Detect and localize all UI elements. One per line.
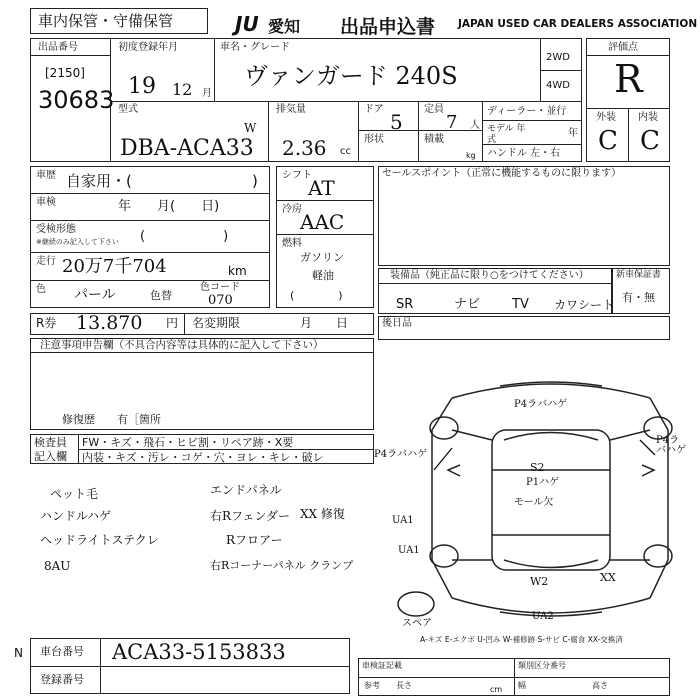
- displacement-value: 2.36: [282, 136, 327, 160]
- mark-ua2: UA2: [532, 611, 554, 622]
- reg-month: 12: [172, 80, 193, 99]
- displacement-unit: cc: [340, 146, 351, 157]
- mark-s2: S2: [530, 461, 545, 474]
- type-label: 型式: [118, 104, 138, 115]
- recycle-label: R券: [36, 316, 57, 330]
- door-value: 5: [390, 110, 403, 134]
- reg-month-unit: 月: [202, 88, 212, 99]
- inspector-row-1: FW・キズ・飛石・ヒビ割・リペア跡・X要: [82, 436, 294, 449]
- type-suffix: W: [244, 121, 257, 135]
- lot-label: 出品番号: [38, 42, 78, 53]
- mark-p4-left: P4ラバハゲ: [374, 449, 428, 460]
- shift-value: AT: [308, 176, 335, 200]
- after-items-label: 後日品: [382, 318, 412, 329]
- mileage-unit: km: [228, 264, 247, 278]
- car-history-label: 車歴: [36, 170, 56, 181]
- capacity-unit: 人: [470, 120, 480, 131]
- model-label: 車名・グレード: [220, 42, 290, 53]
- lot-small: [2150]: [45, 66, 85, 80]
- chassis-label: 車台番号: [40, 645, 84, 658]
- mark-w2: W2: [530, 575, 549, 588]
- fuel-label: 燃料: [282, 238, 302, 249]
- storage-label: 車内保管・守備保管: [38, 12, 174, 30]
- reg-label: 初度登録年月: [118, 42, 178, 53]
- rating-label: 評価点: [608, 42, 638, 53]
- width-label: 幅: [518, 681, 526, 690]
- mark-p4-top: P4ラバハゲ: [514, 399, 568, 410]
- receipt-note: ※継続のみ記入して下さい: [36, 238, 119, 246]
- fuel-diesel: 軽油: [312, 269, 334, 282]
- reference-label: 参考: [364, 681, 380, 690]
- receipt-paren: ( ): [140, 229, 229, 244]
- kg-unit: kg: [466, 151, 476, 160]
- model-name: ヴァンガード 240S: [244, 62, 458, 90]
- length-unit: cm: [490, 685, 503, 694]
- note-xx: XX 修復: [300, 507, 345, 521]
- car-history-value: 自家用・(: [66, 172, 132, 190]
- note-right-4: 右Rコーナーパネル クランプ: [210, 559, 354, 572]
- diagram-legend: A-キズ E-エクボ U-凹み W-補修跡 S-サビ C-腐食 XX-交換済: [420, 635, 623, 644]
- sales-point-label: セールスポイント（正常に機能するものに限ります）: [382, 168, 622, 179]
- loading-label: 積載: [424, 134, 444, 145]
- color-change-label: 色替: [150, 289, 172, 302]
- note-left-3: ヘッドライトステクレ: [40, 533, 159, 547]
- height-label: 高さ: [592, 681, 608, 690]
- color-value: パール: [74, 287, 116, 303]
- handle-label: ハンドル 左・右: [487, 148, 561, 159]
- cat-label: 類別区分番号: [518, 661, 566, 670]
- equip-item-sr: SR: [396, 297, 414, 312]
- mileage-label: 走行: [36, 256, 56, 267]
- car-history-close: ): [252, 172, 258, 190]
- ju-logo: JU: [235, 12, 259, 36]
- warranty-label: 新車保証書: [616, 270, 662, 280]
- transfer-value: 月 日: [300, 316, 349, 330]
- rating-value: R: [614, 57, 643, 101]
- dealer-label: ディーラー・並行: [487, 106, 567, 117]
- chassis-line: [30, 666, 350, 667]
- door-label: ドア: [364, 104, 384, 115]
- shift-label: シフト: [282, 170, 312, 181]
- shape-label: 形状: [364, 134, 384, 145]
- fuel-paren: ( ): [290, 289, 343, 302]
- form-subtitle: JAPAN USED CAR DEALERS ASSOCIATION: [458, 18, 698, 30]
- recycle-unit: 円: [166, 316, 179, 330]
- drive-4wd: 4WD: [546, 80, 570, 91]
- note-left-2: ハンドルハゲ: [40, 509, 112, 523]
- spare-label: スペア: [402, 618, 432, 629]
- note-right-2: 右Rフェンダー: [210, 509, 290, 523]
- displacement-label: 排気量: [276, 104, 306, 115]
- exterior-label: 外装: [596, 112, 616, 123]
- repair-label: 修復歴 有［箇所: [62, 413, 161, 426]
- recycle-value: 13.870: [76, 312, 143, 334]
- inspection-label: 車検: [36, 197, 56, 208]
- equip-item-leather: カワシート: [554, 298, 615, 312]
- note-left-1: ペット毛: [50, 487, 99, 501]
- note-right-1: エンドパネル: [210, 483, 282, 497]
- length-label: 長さ: [396, 681, 412, 690]
- ac-value: AAC: [300, 210, 345, 234]
- lot-number: 30683: [38, 86, 115, 114]
- equip-item-navi: ナビ: [454, 297, 481, 312]
- interior-value: C: [640, 126, 660, 156]
- form-title: 出品申込書: [340, 16, 436, 38]
- mark-mole: モール欠: [514, 497, 554, 508]
- exterior-value: C: [598, 126, 618, 156]
- fuel-gas: ガソリン: [300, 251, 344, 264]
- inspector-row-2: 内装・キズ・汚レ・コゲ・穴・ヨレ・キレ・破レ: [82, 451, 324, 464]
- inspector-label-1: 検査員: [34, 436, 67, 449]
- color-code-value: 070: [208, 293, 233, 308]
- equip-item-tv: TV: [512, 297, 529, 312]
- warranty-value: 有・無: [622, 291, 655, 304]
- mileage-value: 20万7千704: [62, 256, 167, 277]
- note-left-4: 8AU: [44, 559, 71, 573]
- inspector-label-2: 記入欄: [34, 450, 67, 463]
- chassis-value: ACA33-5153833: [112, 640, 286, 664]
- inspection-value: 年 月( 日): [118, 199, 220, 214]
- equip-label: 装備品（純正品に限り○をつけてください）: [390, 270, 589, 281]
- type-value: DBA-ACA33: [120, 136, 254, 161]
- interior-label: 内装: [638, 112, 658, 123]
- mark-p1: P1ハゲ: [526, 477, 560, 488]
- reg-year: 19: [128, 74, 156, 99]
- mark-xx: XX: [600, 571, 616, 584]
- capacity-value: 7: [446, 112, 458, 133]
- ac-label: 冷房: [282, 204, 302, 215]
- transfer-label: 名変期限: [192, 316, 241, 330]
- year-unit: 年: [568, 128, 578, 139]
- cert-line: [358, 677, 670, 678]
- mark-ua1-left-2: UA1: [398, 545, 420, 556]
- color-label: 色: [36, 284, 46, 295]
- reg-no-label: 登録番号: [40, 673, 84, 686]
- cert-label: 車検証記載: [362, 661, 402, 670]
- receipt-label: 受検形態: [36, 224, 76, 235]
- color-code-label: 色コード: [200, 282, 240, 293]
- mark-p4-right: P4ラバハゲ: [656, 435, 686, 456]
- mark-ua1-left: UA1: [392, 515, 414, 526]
- org-name: 愛知: [268, 17, 301, 36]
- drive-2wd: 2WD: [546, 52, 570, 63]
- capacity-label: 定員: [424, 104, 444, 115]
- notes-header: 注意事項申告欄（不具合内容等は具体的に記入して下さい）: [40, 339, 324, 351]
- model-year-label: モデル 年式: [487, 124, 526, 145]
- left-mark: N: [14, 646, 23, 660]
- note-right-3: Rフロアー: [226, 533, 283, 547]
